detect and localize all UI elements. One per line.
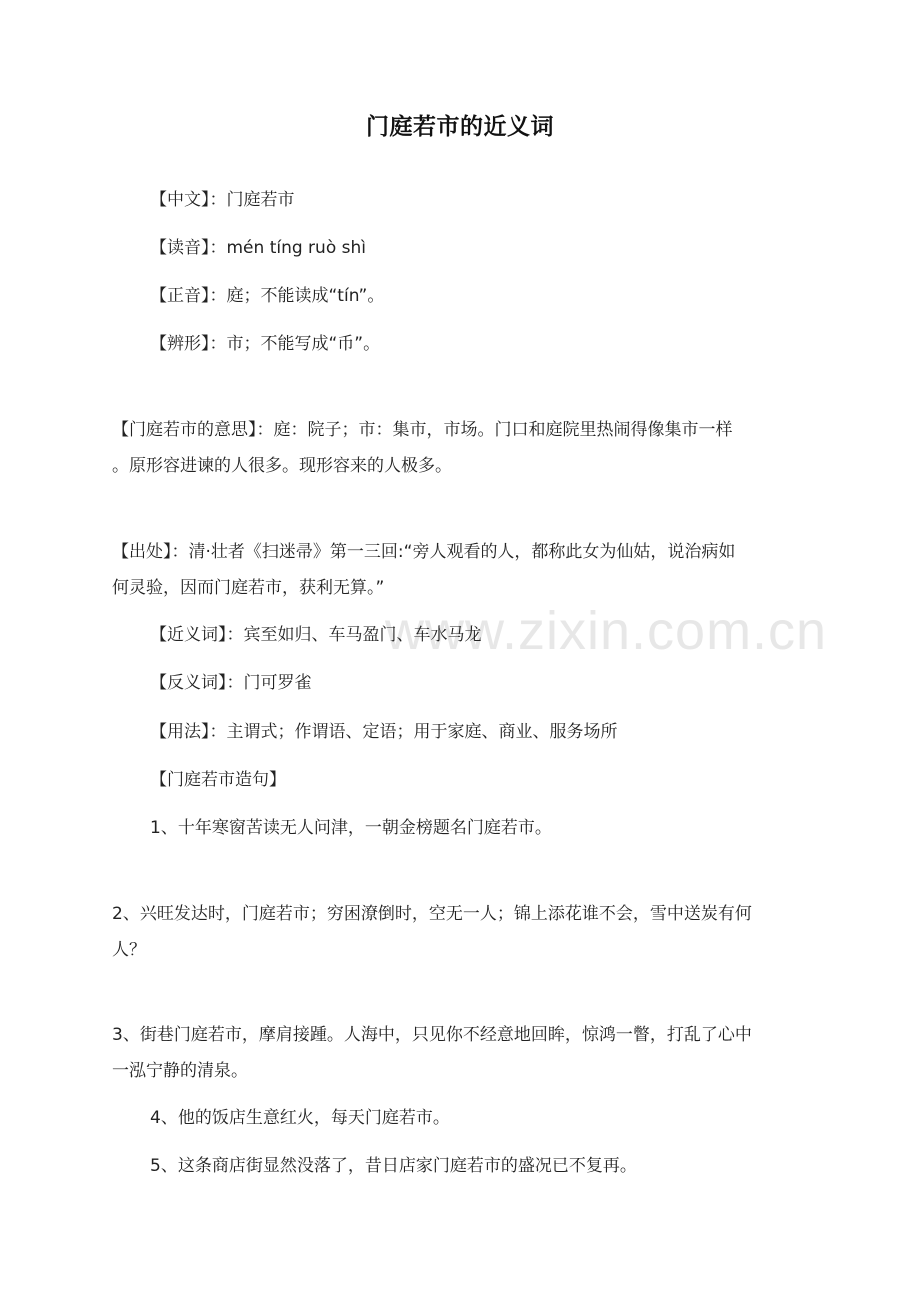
distinguish-line: 【辨形】：市；不能写成“币”。 <box>150 334 381 354</box>
source-line-1: 【出处】：清·壮者《扫迷帚》第一三回:“旁人观看的人，都称此女为仙姑，说治病如 <box>112 542 736 562</box>
sentence-2-line-1: 2、兴旺发达时，门庭若市；穷困潦倒时，空无一人；锦上添花谁不会，雪中送炭有何 <box>112 904 752 924</box>
synonyms-line: 【近义词】：宾至如归、车马盈门、车水马龙 <box>150 625 482 645</box>
page-title: 门庭若市的近义词 <box>366 114 554 140</box>
chinese-line: 【中文】：门庭若市 <box>150 190 295 210</box>
sentence-1: 1、十年寒窗苦读无人问津，一朝金榜题名门庭若市。 <box>150 818 552 838</box>
correct-sound-line: 【正音】：庭；不能读成“tín”。 <box>150 286 385 306</box>
meaning-line-2: 。原形容进谏的人很多。现形容来的人极多。 <box>112 456 452 476</box>
source-line-2: 何灵验，因而门庭若市，获利无算。” <box>112 578 385 598</box>
sentence-5: 5、这条商店街显然没落了，昔日店家门庭若市的盛况已不复再。 <box>150 1156 637 1176</box>
sentence-4: 4、他的饭店生意红火，每天门庭若市。 <box>150 1108 450 1128</box>
sentences-header: 【门庭若市造句】 <box>150 770 286 790</box>
usage-line: 【用法】：主谓式；作谓语、定语；用于家庭、商业、服务场所 <box>150 722 618 742</box>
sentence-2-line-2: 人？ <box>112 940 146 960</box>
antonyms-line: 【反义词】：门可罗雀 <box>150 673 312 693</box>
pronunciation-line: 【读音】：mén tíng ruò shì <box>150 238 366 258</box>
watermark-text: www.zixin.com.cn <box>385 601 828 661</box>
sentence-3-line-1: 3、街巷门庭若市，摩肩接踵。人海中，只见你不经意地回眸，惊鸿一瞥，打乱了心中 <box>112 1025 752 1045</box>
meaning-line-1: 【门庭若市的意思】：庭：院子；市：集市，市场。门口和庭院里热闹得像集市一样 <box>112 420 733 440</box>
sentence-3-line-2: 一泓宁静的清泉。 <box>112 1061 248 1081</box>
